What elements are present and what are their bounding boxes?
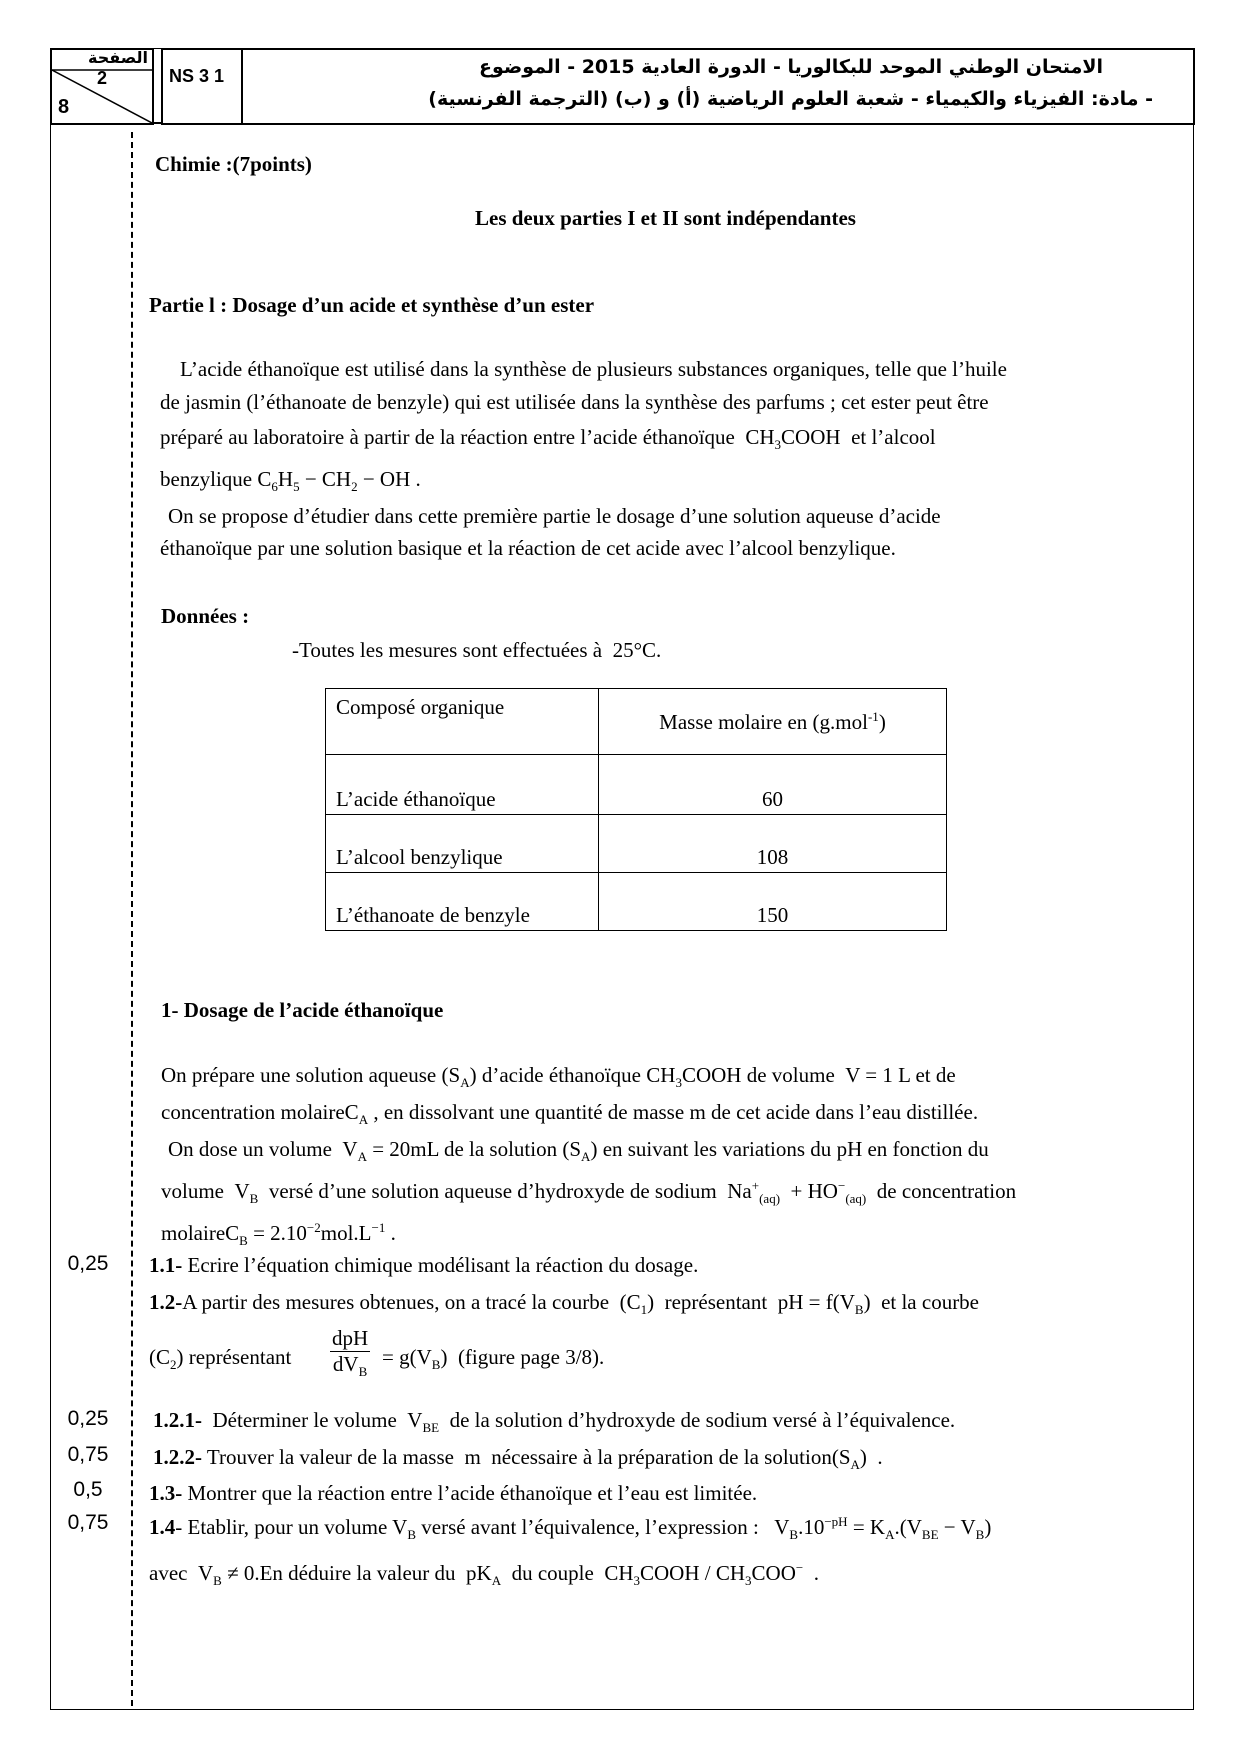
question-1-2: 1.2-A partir des mesures obtenues, on a tracé la courbe $(C_1)$ représentant pH = $f(V_B)$ et la courbe [149, 1290, 980, 1318]
compound-name: L’alcool benzylique [326, 815, 599, 873]
s1-text-1b: d’acide éthanoïque [481, 1063, 641, 1087]
q14-text-a: - Etablir, pour un volume [175, 1515, 388, 1539]
part1-title: Partie l : Dosage d’un acide et synthèse d’un ester [149, 293, 595, 317]
intro-text-2: de jasmin (l’éthanoate de benzyle) qui est utilisée dans la synthèse des parfums ; cet ester peut être [160, 390, 989, 414]
formula-benzyl-alcohol: $C_6H_5 - CH_2$ − OH . [257, 467, 421, 495]
q11-text: Ecrire l’équation chimique modélisant la réaction du dosage. [187, 1253, 699, 1277]
title-line-1: الامتحان الوطني الموحد للبكالوريا - الدورة العادية 2015 - الموضوع [479, 56, 1103, 78]
formula-ch3cooh: $CH_3COOH$ [745, 425, 841, 453]
s1-text-3a: On dose un volume [168, 1137, 332, 1161]
q122-text-a: Trouver la valeur de la masse [206, 1445, 454, 1469]
q12-number: 1.2- [149, 1290, 183, 1314]
fraction-dph-dvb: dpH $dV_B$ [332, 1326, 369, 1380]
s1-line-5: molaireC$_B$ = $2.10^{-2}mol.L^{-1}$ . [161, 1220, 396, 1249]
s1-text-2c: de cet acide dans l’eau distillée. [711, 1100, 979, 1124]
q14-text-b: versé avant l’équivalence, l’expression : [421, 1515, 759, 1539]
s1-text-1a: On prépare une solution aqueuse [161, 1063, 437, 1087]
table-row [326, 815, 947, 873]
q12-text-c: et la courbe [881, 1290, 980, 1314]
intro-line-1 [180, 357, 1007, 382]
col-header-mass-label: Masse molaire en [659, 709, 808, 734]
q13-text: Montrer que la réaction entre l’acide éthanoïque et l’eau est limitée. [187, 1481, 758, 1505]
q121-text-a: Déterminer le volume [212, 1408, 397, 1432]
intro-text-3: préparé au laboratoire à partir de la réaction entre l’acide éthanoïque [160, 425, 735, 449]
s1-text-3c: en suivant les variations du [602, 1137, 832, 1161]
s1-text-1d: et de [915, 1063, 956, 1087]
section-title: Chimie :(7points) [155, 152, 312, 176]
intro-text-4: benzylique [160, 467, 253, 491]
q11-number: 1.1- [149, 1253, 183, 1277]
section1-title: 1- Dosage de l’acide éthanoïque [161, 998, 444, 1022]
molar-mass-table [325, 688, 947, 931]
col-header-compound: Composé organique [326, 689, 599, 755]
points-q14: 0,75 [67, 1511, 109, 1534]
q122-text-b: nécessaire à la préparation de la solution [491, 1445, 832, 1469]
s1-text-2a: concentration molaire [161, 1100, 345, 1124]
s1-line-3: On dose un volume $V_A = 20mL$ de la solution $(S_A)$ en suivant les variations du pH en fonction du [168, 1137, 989, 1165]
compound-name: L’acide éthanoïque [326, 755, 599, 815]
intro-line-4 [160, 467, 421, 495]
question-1-1 [149, 1253, 698, 1278]
page-number-box [50, 48, 154, 125]
s1-line-2: concentration molaireC$_A$ , en dissolvant une quantité de masse m de cet acide dans l’eau distillée. [161, 1100, 979, 1128]
question-1-3 [149, 1481, 757, 1506]
question-1-4-cont: avec $V_B \ne 0.En$ déduire la valeur du $pK_A$ du couple $CH_3COOH / CH_3COO^-$ . [149, 1560, 819, 1589]
page-total: 8 [58, 96, 70, 118]
compound-mass: 108 [599, 815, 947, 873]
q12-text-d: représentant [188, 1345, 292, 1369]
q12-text-a: A partir des mesures obtenues, on a tracé la courbe [182, 1290, 610, 1314]
col-header-mass-exp: -1 [867, 708, 879, 724]
s1-text-4c: de concentration [876, 1179, 1017, 1203]
title-box [241, 48, 1195, 125]
s1-line-4: volume $V_B$ versé d’une solution aqueuse d’hydroxyde de sodium $Na^+_{(aq)} + HO^-_{(aq)}$ de concentration [161, 1178, 1017, 1207]
compound-name: L’éthanoate de benzyle [326, 873, 599, 931]
question-1-2-cont: $(C_2)$ représentant [149, 1345, 292, 1373]
s1-text-3d: en fonction du [867, 1137, 989, 1161]
temperature-value: 25°C. [612, 638, 662, 662]
points-q11: 0,25 [67, 1252, 109, 1275]
q121-number: 1.2.1- [153, 1408, 202, 1432]
intro-text-3-end: et l’alcool [851, 425, 936, 449]
q13-number: 1.3- [149, 1481, 183, 1505]
table-row [326, 755, 947, 815]
col-header-mass-close: ) [878, 709, 886, 734]
s1-line-1: On prépare une solution aqueuse $(S_A)$ d’acide éthanoïque $CH_3COOH$ de volume V = 1 L et de [161, 1063, 956, 1091]
compound-mass: 60 [599, 755, 947, 815]
page-label: الصفحة [87, 48, 148, 67]
q121-text-b: de la solution d’hydroxyde de sodium versé à l’équivalence. [449, 1408, 956, 1432]
s1-text-5a: molaire [161, 1221, 226, 1245]
table-header-row [326, 689, 947, 755]
question-1-2-2: 1.2.2- Trouver la valeur de la masse m nécessaire à la préparation de la $solution(S_A)$ . [153, 1445, 883, 1473]
s1-text-1c: de volume [746, 1063, 835, 1087]
donnees-title: Données : [161, 604, 250, 628]
question-1-2-g: = $g(V_B)$ (figure page 3/8). [382, 1345, 605, 1373]
independence-note: Les deux parties I et II sont indépendantes [475, 206, 856, 230]
intro-line-2 [160, 390, 989, 415]
s1-text-4a: volume [161, 1179, 224, 1203]
s1-text-3b: de la solution [443, 1137, 558, 1161]
temperature-line [292, 638, 661, 663]
title-line-2: - مادة: الفيزياء والكيمياء - شعبة العلوم الرياضية (أ) و (ب) (الترجمة الفرنسية) [428, 88, 1153, 110]
points-q121: 0,25 [67, 1407, 109, 1430]
temperature-text: -Toutes les mesures sont effectuées à [292, 638, 603, 662]
intro-text-5: On se propose d’étudier dans cette première partie le dosage d’une solution aqueuse d’acide [168, 504, 941, 528]
page-number: 2 [97, 68, 108, 88]
q14-text-d: .En déduire la valeur du [254, 1561, 456, 1585]
intro-line-5 [168, 504, 941, 529]
col-header-mass [599, 689, 947, 755]
q14-text-e: du couple [511, 1561, 594, 1585]
q12-text-b: représentant [664, 1290, 768, 1314]
col-header-mass-unit: (g.mol [812, 709, 868, 734]
intro-line-6 [160, 536, 896, 561]
exam-code-box [161, 48, 243, 125]
points-q122: 0,75 [67, 1443, 109, 1466]
q14-number: 1.4 [149, 1515, 176, 1539]
s1-text-2b: , en dissolvant une quantité de masse [373, 1100, 685, 1124]
margin-dashed-line [131, 132, 133, 1706]
s1-text-4b: versé d’une solution aqueuse d’hydroxyde de sodium [268, 1179, 717, 1203]
q12-text-e: (figure page 3/8). [457, 1345, 605, 1369]
q122-number: 1.2.2- [153, 1445, 202, 1469]
question-1-2-1: 1.2.1- Déterminer le volume $V_{BE}$ de la solution d’hydroxyde de sodium versé à l’équivalence. [153, 1408, 956, 1436]
table-row [326, 873, 947, 931]
question-1-4: 1.4- Etablir, pour un volume $V_B$ versé avant l’équivalence, l’expression : $V_B.10^{-pH} = K_A.(V_{BE} - V_B)$ [149, 1514, 992, 1543]
q14-text-c: avec [149, 1561, 188, 1585]
intro-text-6: éthanoïque par une solution basique et la réaction de cet acide avec l’alcool benzylique. [160, 536, 896, 560]
intro-line-3 [160, 425, 936, 453]
compound-mass: 150 [599, 873, 947, 931]
points-q13: 0,5 [73, 1478, 103, 1501]
exam-code: NS 3 1 [169, 66, 225, 86]
intro-text-1: L’acide éthanoïque est utilisé dans la synthèse de plusieurs substances organiques, telle que l’huile [180, 357, 1007, 381]
